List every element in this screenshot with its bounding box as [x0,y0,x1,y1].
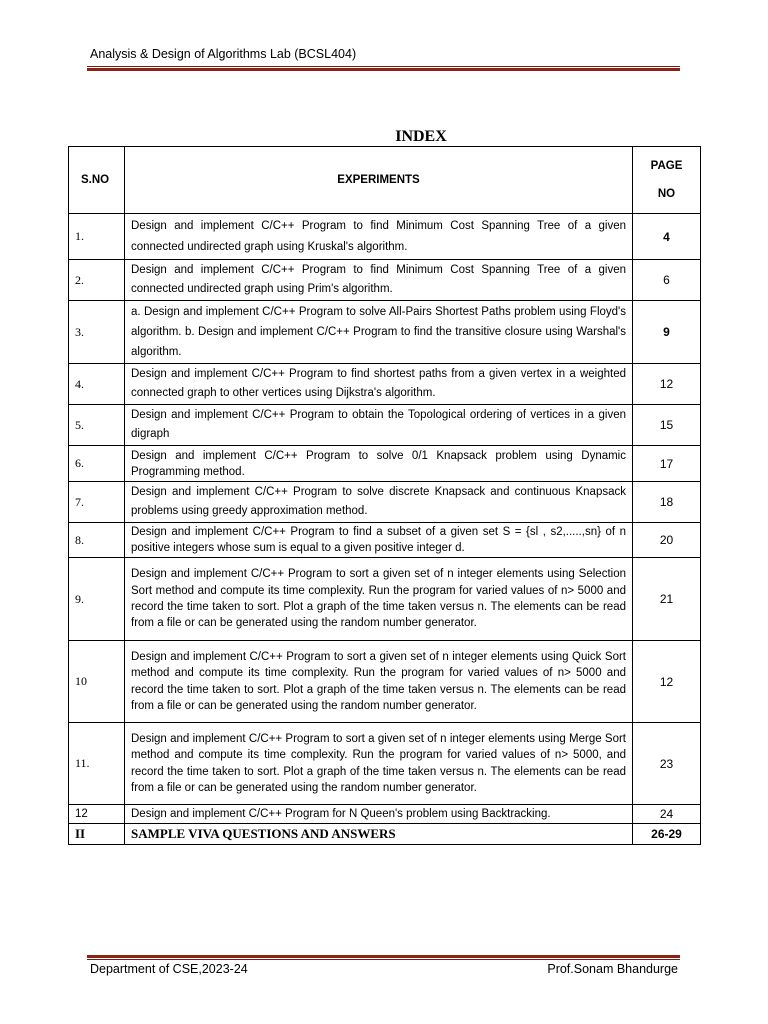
row-experiment: Design and implement C/C++ Program to find Minimum Cost Spanning Tree of a given connected undirected graph using Prim's algorithm. [125,260,633,301]
header-page [633,147,701,214]
table-row-viva [69,824,701,845]
row-experiment: Design and implement C/C++ Program to find Minimum Cost Spanning Tree of a given connected undirected graph using Kruskal's algorithm. [125,214,633,260]
row-experiment: Design and implement C/C++ Program to find a subset of a given set S = {sl , s2,.....,sn} of n positive integers whose sum is equal to a given positive integer d. [125,523,633,558]
table-row [69,558,701,641]
table-row [69,364,701,405]
row-sno: 11. [69,723,125,805]
table-row [69,482,701,523]
row-page: 23 [633,723,701,805]
running-header: Analysis & Design of Algorithms Lab (BCSL404) [90,47,357,61]
row-sno: 8. [69,523,125,558]
row-experiment: Design and implement C/C++ Program to solve discrete Knapsack and continuous Knapsack problems using greedy approximation method. [125,482,633,523]
page-title: INDEX [395,128,447,145]
row-page: 15 [633,405,701,446]
header-page-line1: PAGE [650,160,683,172]
table-row [69,641,701,723]
row-sno: 12 [69,805,125,824]
row-experiment: Design and implement C/C++ Program to sort a given set of n integer elements using Merge Sort method and compute its time complexity. Run the program for varied values of n> 5000, and record the time taken to sort. Plot a graph of the time taken versus n. The elements can be read from a file or can be generated using the random number generator. [125,723,633,805]
footer-department: Department of CSE,2023-24 [90,962,248,976]
header-rule-thin [87,66,680,67]
row-page: 17 [633,446,701,482]
table-row [69,301,701,364]
row-page: 20 [633,523,701,558]
row-sno: 3. [69,301,125,364]
row-experiment: Design and implement C/C++ Program for N Queen's problem using Backtracking. [125,805,633,824]
row-sno: 2. [69,260,125,301]
row-page: 21 [633,558,701,641]
table-row [69,260,701,301]
footer-rule-thick [87,955,680,958]
table-row [69,805,701,824]
table-row [69,405,701,446]
row-experiment: Design and implement C/C++ Program to sort a given set of n integer elements using Quick Sort method and compute its time complexity. Run the program for varied values of n> 5000 and record the time taken to sort. Plot a graph of the time taken versus n. The elements can be read from a file or can be generated using the random number generator. [125,641,633,723]
header-page-line2: NO [657,188,676,200]
footer-rule-thin [87,959,680,960]
row-experiment: Design and implement C/C++ Program to sort a given set of n integer elements using Selection Sort method and compute its time complexity. Run the program for varied values of n> 5000 and record the time taken to sort. Plot a graph of the time taken versus n. The elements can be read from a file or can be generated using the random number generator. [125,558,633,641]
row-experiment: Design and implement C/C++ Program to solve 0/1 Knapsack problem using Dynamic Programming method. [125,446,633,482]
row-experiment: a. Design and implement C/C++ Program to solve All-Pairs Shortest Paths problem using Floyd's algorithm. b. Design and implement C/C++ Program to find the transitive closure using Warshal's algorithm. [125,301,633,364]
table-row [69,446,701,482]
row-experiment: Design and implement C/C++ Program to find shortest paths from a given vertex in a weighted connected graph to other vertices using Dijkstra's algorithm. [125,364,633,405]
row-page: 9 [633,301,701,364]
row-sno: 5. [69,405,125,446]
footer-author: Prof.Sonam Bhandurge [547,962,678,976]
table-row [69,523,701,558]
row-sno: 1. [69,214,125,260]
table-header-row [69,147,701,214]
table-row [69,214,701,260]
row-experiment: SAMPLE VIVA QUESTIONS AND ANSWERS [125,824,633,845]
row-page: 24 [633,805,701,824]
row-page: 4 [633,214,701,260]
row-page: 18 [633,482,701,523]
row-page: 12 [633,641,701,723]
row-sno: 7. [69,482,125,523]
header-sno: S.NO [69,147,125,214]
table-row [69,723,701,805]
row-sno: 6. [69,446,125,482]
row-sno: 10 [69,641,125,723]
row-sno: 9. [69,558,125,641]
header-rule-thick [87,68,680,71]
header-experiments: EXPERIMENTS [125,147,633,214]
row-sno: II [69,824,125,845]
row-page: 12 [633,364,701,405]
row-experiment: Design and implement C/C++ Program to obtain the Topological ordering of vertices in a given digraph [125,405,633,446]
index-table [68,146,701,845]
row-page: 6 [633,260,701,301]
row-page: 26-29 [633,824,701,845]
row-sno: 4. [69,364,125,405]
